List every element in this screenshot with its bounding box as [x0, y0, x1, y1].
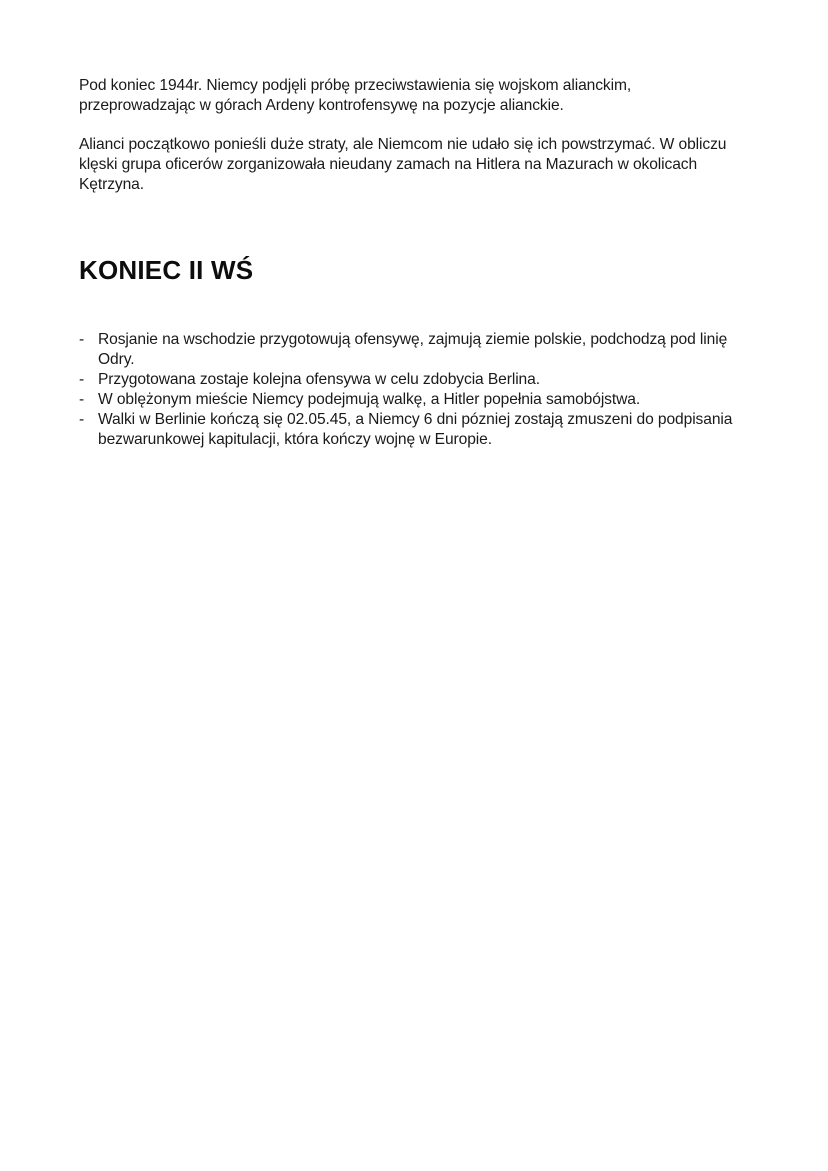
- dash-bullet-icon: -: [79, 371, 85, 388]
- bullet-list: [79, 330, 751, 450]
- paragraph-ardennes: Pod koniec 1944r. Niemcy podjęli próbę przeciwstawienia się wojskom alianckim, przeprowadzając w górach Ardeny kontrofensywę na pozycje alianckie.: [79, 77, 632, 114]
- list-item-text: Przygotowana zostaje kolejna ofensywa w celu zdobycia Berlina.: [98, 371, 540, 388]
- list-item: [79, 390, 751, 410]
- list-item: [79, 370, 751, 390]
- dash-bullet-icon: -: [79, 411, 85, 428]
- dash-bullet-icon: -: [79, 331, 85, 348]
- dash-bullet-icon: -: [79, 391, 85, 408]
- document-page: [79, 76, 751, 450]
- paragraph-assassination-attempt: Alianci początkowo ponieśli duże straty, ale Niemcom nie udało się ich powstrzymać. W obliczu klęski grupa oficerów zorganizowała nieudany zamach na Hitlera na Mazurach w okolicach Kętrzyna.: [79, 136, 727, 193]
- section-heading: KONIEC II WŚ: [79, 255, 254, 285]
- list-item-text: W oblężonym mieście Niemcy podejmują walkę, a Hitler popełnia samobójstwa.: [98, 391, 641, 408]
- list-item-text: Rosjanie na wschodzie przygotowują ofensywę, zajmują ziemie polskie, podchodzą pod linię Odry.: [98, 331, 728, 368]
- list-item-text: Walki w Berlinie kończą się 02.05.45, a Niemcy 6 dni pózniej zostają zmuszeni do podpisania bezwarunkowej kapitulacji, która kończy wojnę w Europie.: [98, 411, 733, 448]
- list-item: [79, 410, 751, 450]
- list-item: [79, 330, 751, 370]
